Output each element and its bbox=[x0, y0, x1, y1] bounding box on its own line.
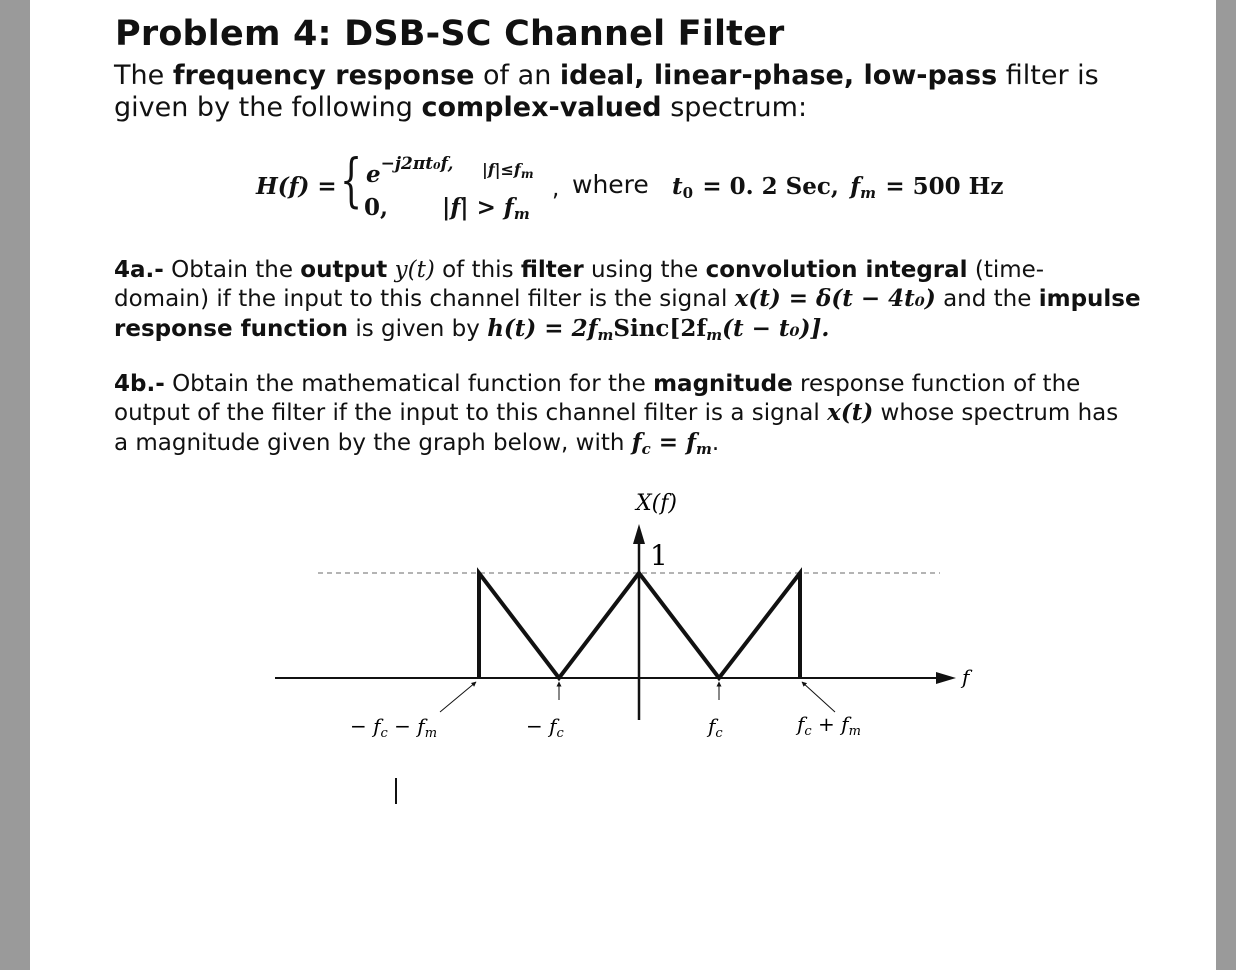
text: and the bbox=[935, 286, 1039, 312]
intro-text: given by the following bbox=[114, 92, 422, 123]
equation-case1-exponent: −j2πt₀f, bbox=[380, 154, 454, 174]
math: = f bbox=[650, 429, 696, 456]
math: x(t) bbox=[827, 399, 874, 426]
equation-case2-cond-sub: m bbox=[513, 205, 530, 223]
math-sub: c bbox=[641, 440, 651, 458]
peak-value-label: 1 bbox=[650, 539, 668, 572]
math: h(t) = 2f bbox=[487, 315, 598, 342]
text: using the bbox=[583, 257, 706, 283]
equation-t0-sub: 0 bbox=[682, 184, 694, 202]
text: Obtain the mathematical function for the bbox=[164, 371, 654, 397]
problem-4a-label: 4a.- bbox=[114, 257, 164, 283]
bold-text: output bbox=[300, 257, 388, 283]
math: y(t) bbox=[394, 257, 435, 283]
intro-text: spectrum: bbox=[661, 92, 808, 123]
equation-t0-value: = 0. 2 Sec, bbox=[702, 173, 839, 200]
page-title: Problem 4: DSB-SC Channel Filter bbox=[115, 14, 785, 54]
problem-4b-label: 4b.- bbox=[114, 371, 165, 397]
math-sub: m bbox=[706, 326, 723, 344]
intro-text: filter is bbox=[997, 60, 1099, 91]
tick-label-fc: $f_c$ bbox=[708, 714, 723, 741]
intro-bold: frequency response bbox=[172, 60, 475, 91]
math: f bbox=[631, 429, 642, 456]
text: . bbox=[711, 430, 720, 456]
tick-label-neg-fc: − $f_c$ bbox=[526, 714, 564, 741]
equation-t0: t bbox=[672, 173, 683, 200]
equation-case1-cond-sub: m bbox=[520, 167, 534, 181]
equation-case-2-expr: 0, bbox=[364, 194, 389, 221]
tick-label-neg-fc-minus-fm: − $f_c - f_m$ bbox=[350, 714, 438, 741]
text: whose spectrum has bbox=[873, 400, 1119, 426]
equation-where: where bbox=[572, 170, 649, 199]
intro-bold: ideal, linear-phase, low-pass bbox=[559, 60, 998, 91]
tick-pointer-arrow bbox=[802, 682, 835, 712]
bold-text: magnitude bbox=[653, 371, 793, 397]
equation-case1-cond-text: |f|≤f bbox=[482, 160, 521, 179]
math: (t − t₀)]. bbox=[722, 315, 830, 342]
equation-comma: , bbox=[552, 176, 560, 202]
text-cursor bbox=[395, 778, 397, 804]
equation-fm: f bbox=[850, 173, 861, 200]
text: response function of the bbox=[792, 371, 1081, 397]
bold-text: filter bbox=[520, 257, 584, 283]
equation-lhs: H(f) = bbox=[256, 173, 337, 200]
y-axis-arrowhead bbox=[633, 524, 645, 544]
bold-text: impulse bbox=[1038, 286, 1141, 312]
text: output of the filter if the input to this channel filter is a signal bbox=[114, 400, 828, 426]
x-axis-arrowhead bbox=[936, 672, 956, 684]
math-sub: m bbox=[597, 326, 614, 344]
equation-brace: { bbox=[340, 146, 363, 214]
text: (time- bbox=[967, 257, 1045, 283]
math-sub: m bbox=[695, 440, 712, 458]
intro-bold: complex-valued bbox=[421, 92, 662, 123]
text: Obtain the bbox=[163, 257, 301, 283]
text: of this bbox=[434, 257, 521, 283]
tick-pointer-arrow bbox=[440, 682, 476, 712]
equation-case2-cond-text: |f| > f bbox=[442, 194, 514, 221]
x-axis-label: f bbox=[962, 665, 970, 689]
equation-case1-expr: e bbox=[366, 161, 381, 188]
tick-label-fc-plus-fm: $f_c + f_m$ bbox=[797, 712, 861, 739]
text: is given by bbox=[348, 316, 488, 342]
math: Sinc[2f bbox=[613, 315, 707, 342]
chart-title: X(f) bbox=[636, 491, 677, 516]
equation-fm-value: = 500 Hz bbox=[885, 173, 1004, 200]
intro-text: The bbox=[114, 60, 173, 91]
text: a magnitude given by the graph below, with bbox=[114, 430, 632, 456]
intro-text: of an bbox=[474, 60, 560, 91]
text: domain) if the input to this channel filter is the signal bbox=[114, 286, 735, 312]
bold-text: response function bbox=[114, 316, 349, 342]
math: x(t) = δ(t − 4t₀) bbox=[734, 285, 936, 312]
equation-fm-sub: m bbox=[860, 184, 877, 202]
bold-text: convolution integral bbox=[705, 257, 968, 283]
